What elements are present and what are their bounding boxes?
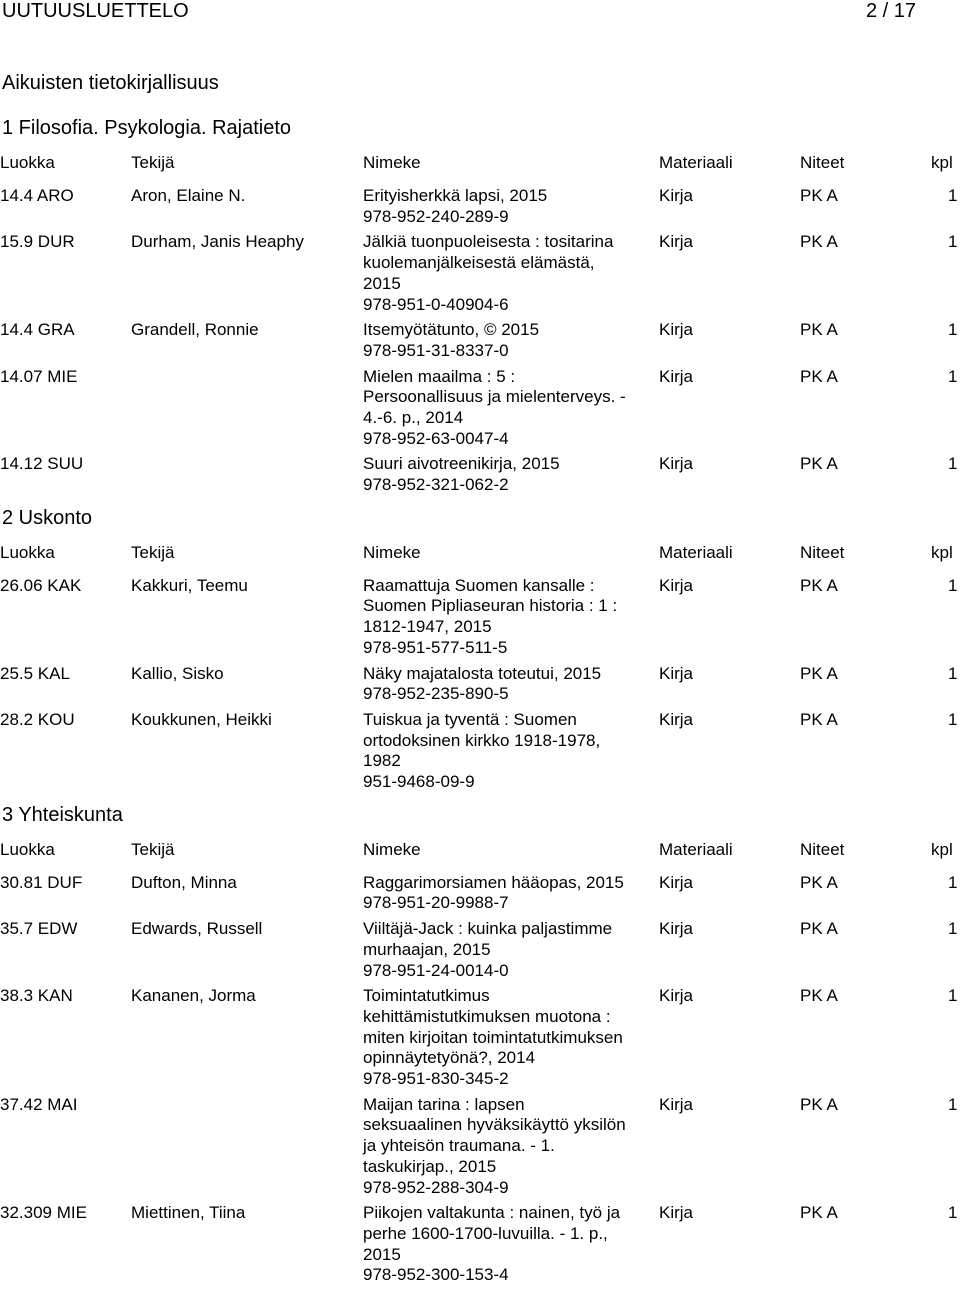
cell-luokka: 14.07 MIE [0,366,78,386]
cell-materiaali: Kirja [659,366,694,386]
cell-kpl: 1 [948,575,958,595]
table-row [0,454,960,495]
nimeke-line: 978-952-235-890-5 [363,684,509,704]
column-header-nimeke: Nimeke [363,153,421,172]
cell-luokka: 15.9 DUR [0,232,75,252]
nimeke-line: 978-952-240-289-9 [363,206,509,226]
cell-tekija: Grandell, Ronnie [131,320,259,340]
cell-niteet: PK A [800,986,838,1006]
nimeke-line: Raggarimorsiamen hääopas, 2015 [363,872,624,892]
cell-tekija: Kallio, Sisko [131,663,224,683]
column-header-luokka: Luokka [0,153,55,172]
cell-niteet: PK A [800,1094,838,1114]
cell-luokka: 14.4 GRA [0,320,75,340]
catalog-section [0,507,960,793]
cell-luokka: 26.06 KAK [0,575,82,595]
document-title: UUTUUSLUETTELO [2,0,189,22]
cell-luokka: 37.42 MAI [0,1094,78,1114]
nimeke-line: Piikojen valtakunta : nainen, työ ja [363,1203,621,1223]
table-row [0,1203,960,1286]
column-header-niteet: Niteet [800,542,845,562]
column-header-tekija: Tekijä [131,542,175,562]
cell-materiaali: Kirja [659,1203,694,1223]
column-header-tekija: Tekijä [131,153,175,172]
cell-tekija: Durham, Janis Heaphy [131,232,304,252]
nimeke-line: 978-952-321-062-2 [363,475,509,495]
nimeke-line: 2015 [363,1244,401,1264]
cell-kpl: 1 [948,986,958,1006]
nimeke-line: 978-952-288-304-9 [363,1177,509,1197]
cell-kpl: 1 [948,366,958,386]
cell-kpl: 1 [948,1203,958,1223]
table-row [0,873,960,914]
nimeke-line: 978-952-300-153-4 [363,1265,509,1285]
table-row [0,576,960,659]
table-row [0,367,960,450]
nimeke-line: Näky majatalosta toteutui, 2015 [363,663,602,683]
cell-kpl: 1 [948,232,958,252]
nimeke-line: Toimintatutkimus [363,986,490,1006]
cell-materiaali: Kirja [659,575,694,595]
cell-materiaali: Kirja [659,186,694,205]
nimeke-line: Itsemyötätunto, © 2015 [363,320,540,340]
column-header-materiaali: Materiaali [659,839,733,859]
cell-kpl: 1 [948,1094,958,1114]
cell-kpl: 1 [948,663,958,683]
catalog-sections [0,117,960,1291]
nimeke-line: Maijan tarina : lapsen [363,1094,525,1114]
cell-tekija: Koukkunen, Heikki [131,709,272,729]
table-row [0,232,960,315]
column-header-niteet: Niteet [800,153,845,172]
cell-nimeke [363,576,655,659]
nimeke-line: Viiltäjä-Jack : kuinka paljastimme [363,919,613,939]
cell-nimeke [363,664,655,705]
table-row [0,664,960,705]
column-header-kpl: kpl [931,839,953,859]
cell-niteet: PK A [800,366,838,386]
nimeke-line: 2015 [363,273,401,293]
table-row [0,320,960,361]
cell-materiaali: Kirja [659,454,694,474]
column-header-materiaali: Materiaali [659,153,733,172]
column-header-luokka: Luokka [0,542,55,562]
column-header-luokka: Luokka [0,839,55,859]
cell-luokka: 38.3 KAN [0,986,73,1006]
cell-niteet: PK A [800,454,838,474]
cell-tekija: Dufton, Minna [131,872,237,892]
cell-materiaali: Kirja [659,986,694,1006]
nimeke-line: 4.-6. p., 2014 [363,407,464,427]
cell-luokka: 14.12 SUU [0,454,84,474]
cell-kpl: 1 [948,320,958,340]
nimeke-line: perhe 1600-1700-luvuilla. - 1. p., [363,1223,608,1243]
cell-niteet: PK A [800,709,838,729]
cell-nimeke [363,186,655,227]
column-header-materiaali: Materiaali [659,542,733,562]
cell-niteet: PK A [800,320,838,340]
cell-materiaali: Kirja [659,663,694,683]
cell-tekija: Kananen, Jorma [131,986,256,1006]
catalog-section [0,117,960,496]
nimeke-line: 978-951-31-8337-0 [363,340,509,360]
cell-nimeke [363,986,655,1090]
page-header [0,0,960,24]
nimeke-line: Erityisherkkä lapsi, 2015 [363,186,548,205]
cell-materiaali: Kirja [659,919,694,939]
cell-kpl: 1 [948,919,958,939]
cell-luokka: 14.4 ARO [0,186,74,205]
cell-tekija: Miettinen, Tiina [131,1203,246,1223]
column-header-niteet: Niteet [800,839,845,859]
table-body [0,576,960,793]
nimeke-line: taskukirjap., 2015 [363,1156,497,1176]
cell-niteet: PK A [800,919,838,939]
cell-luokka: 35.7 EDW [0,919,78,939]
table-header [0,840,960,860]
nimeke-line: Raamattuja Suomen kansalle : [363,575,595,595]
cell-luokka: 30.81 DUF [0,872,83,892]
cell-kpl: 1 [948,709,958,729]
table-body [0,873,960,1286]
catalog-section [0,804,960,1286]
nimeke-line: 978-952-63-0047-4 [363,428,509,448]
cell-luokka: 28.2 KOU [0,709,75,729]
cell-tekija: Edwards, Russell [131,919,263,939]
cell-nimeke [363,1203,655,1286]
cell-materiaali: Kirja [659,872,694,892]
nimeke-line: Suomen Pipliaseuran historia : 1 : [363,596,618,616]
table-body [0,186,960,496]
nimeke-line: Suuri aivotreenikirja, 2015 [363,454,560,474]
nimeke-line: Jälkiä tuonpuoleisesta : tositarina [363,232,614,252]
table-header [0,153,960,173]
cell-nimeke [363,1095,655,1199]
cell-materiaali: Kirja [659,709,694,729]
table-row [0,919,960,981]
cell-luokka: 25.5 KAL [0,663,70,683]
cell-nimeke [363,710,655,793]
table-row [0,986,960,1090]
section-title: 1 Filosofia. Psykologia. Rajatieto [2,117,292,139]
cell-kpl: 1 [948,186,958,205]
table-row [0,186,960,227]
cell-materiaali: Kirja [659,1094,694,1114]
cell-niteet: PK A [800,1203,838,1223]
column-header-nimeke: Nimeke [363,542,421,562]
cell-niteet: PK A [800,575,838,595]
cell-luokka: 32.309 MIE [0,1203,87,1223]
nimeke-line: ortodoksinen kirkko 1918-1978, [363,730,601,750]
nimeke-line: opinnäytetyönä?, 2014 [363,1048,536,1068]
nimeke-line: 978-951-830-345-2 [363,1069,509,1089]
nimeke-line: miten kirjoitan toimintatutkimuksen [363,1027,623,1047]
cell-nimeke [363,367,655,450]
page-number: 2 / 17 [865,0,916,22]
nimeke-line: 978-951-0-40904-6 [363,294,509,314]
column-header-kpl: kpl [931,542,953,562]
nimeke-line: murhaajan, 2015 [363,939,491,959]
category-title: Aikuisten tietokirjallisuus [2,72,219,94]
cell-nimeke [363,454,655,495]
nimeke-line: ja yhteisön traumana. - 1. [363,1136,555,1156]
cell-kpl: 1 [948,872,958,892]
nimeke-line: Tuiskua ja tyventä : Suomen [363,709,577,729]
column-header-kpl: kpl [931,153,953,172]
cell-niteet: PK A [800,232,838,252]
table-header [0,543,960,563]
section-title: 3 Yhteiskunta [2,803,123,826]
nimeke-line: kuolemanjälkeisestä elämästä, [363,253,595,273]
nimeke-line: 1812-1947, 2015 [363,617,492,637]
cell-niteet: PK A [800,186,838,205]
cell-tekija: Aron, Elaine N. [131,186,246,205]
cell-kpl: 1 [948,454,958,474]
table-row [0,1095,960,1199]
cell-materiaali: Kirja [659,320,694,340]
nimeke-line: Mielen maailma : 5 : [363,366,516,386]
column-header-nimeke: Nimeke [363,839,421,859]
cell-tekija: Kakkuri, Teemu [131,575,248,595]
cell-nimeke [363,919,655,981]
cell-nimeke [363,232,655,315]
cell-nimeke [363,320,655,361]
nimeke-line: seksuaalinen hyväksikäyttö yksilön [363,1115,626,1135]
table-row [0,710,960,793]
nimeke-line: 978-951-577-511-5 [363,637,508,657]
nimeke-line: kehittämistutkimuksen muotona : [363,1006,611,1026]
cell-nimeke [363,873,655,914]
nimeke-line: Persoonallisuus ja mielenterveys. - [363,387,626,407]
section-title: 2 Uskonto [2,506,93,529]
cell-niteet: PK A [800,872,838,892]
nimeke-line: 978-951-24-0014-0 [363,960,509,980]
column-header-tekija: Tekijä [131,839,175,859]
cell-niteet: PK A [800,663,838,683]
nimeke-line: 978-951-20-9988-7 [363,893,509,913]
nimeke-line: 951-9468-09-9 [363,772,475,792]
nimeke-line: 1982 [363,751,401,771]
cell-materiaali: Kirja [659,232,694,252]
